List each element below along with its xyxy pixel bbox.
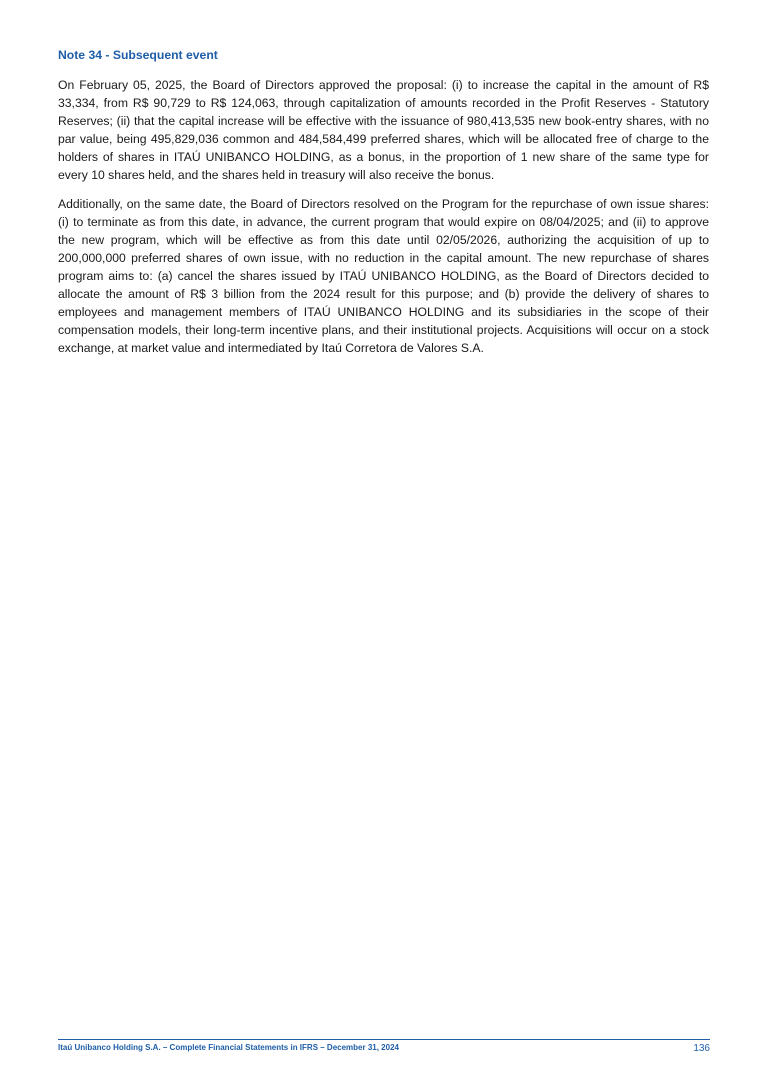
paragraph-repurchase-program: Additionally, on the same date, the Board of Directors resolved on the Program for the repurchase of own issue shares: (i) to terminate as from this date, in advance, the current program that would expire on 08/04/2025; and (ii) to approve the new program, which will be effective as from this date until 02/05/2026, authorizing the acquisition of up to 200,000,000 preferred shares of own issue, with no reduction in the capital amount. The new repurchase of shares program aims to: (a) cancel the shares issued by ITAÚ UNIBANCO HOLDING, as the Board of Directors decided to allocate the amount of R$ 3 billion from the 2024 result for this purpose; and (b) provide the delivery of shares to employees and management members of ITAÚ UNIBANCO HOLDING and its subsidiaries in the scope of their compensation models, their long-term incentive plans, and their institutional projects. Acquisitions will occur on a stock exchange, at market value and intermediated by Itaú Corretora de Valores S.A. [58,197,709,355]
footer-text: Itaú Unibanco Holding S.A. – Complete Financial Statements in IFRS – December 31, 2024 [58,1043,399,1052]
document-page [58,46,709,368]
paragraph-capital-increase: On February 05, 2025, the Board of Directors approved the proposal: (i) to increase the capital in the amount of R$ 33,334, from R$ 90,729 to R$ 124,063, through capitalization of amounts recorded in the Profit Reserves - Statutory Reserves; (ii) that the capital increase will be effective with the issuance of 980,413,535 new book-entry shares, with no par value, being 495,829,036 common and 484,584,499 preferred shares, which will be allocated free of charge to the holders of shares in ITAÚ UNIBANCO HOLDING, as a bonus, in the proportion of 1 new share of the same type for every 10 shares held, and the shares held in treasury will also receive the bonus. [58,78,709,182]
page-footer [58,1039,710,1061]
page-number: 136 [693,1043,710,1054]
note-title: Note 34 - Subsequent event [58,48,218,62]
